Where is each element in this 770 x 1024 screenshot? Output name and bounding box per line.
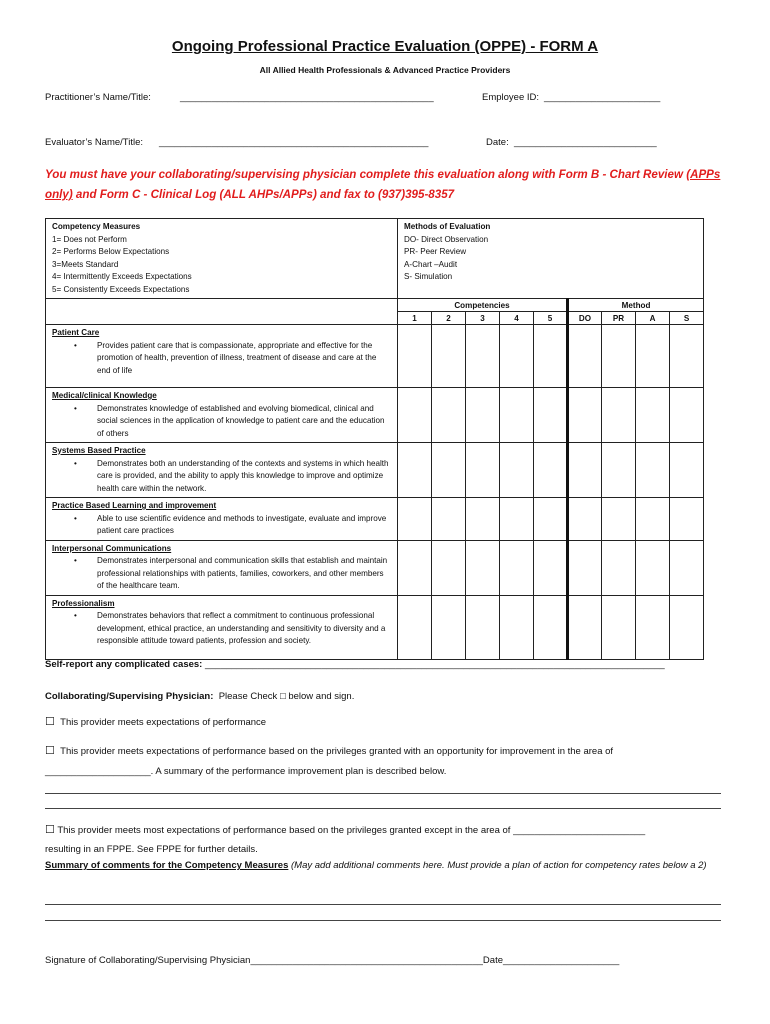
competencies-header: Competencies (398, 299, 568, 312)
rating-cell[interactable] (500, 388, 534, 443)
fax-instructions: You must have your collaborating/supervising physician complete this evaluation along with Form B - Chart Review (APPs only) and Form C - Clinical Log (ALL AHPs/APPs) and fax to (937)395-8357 (45, 168, 721, 201)
section-description: • Demonstrates interpersonal and communication skills that establish and maintain professional relationships with patients, families, coworkers, and other members of the healthcare team. (52, 555, 391, 593)
rating-cell[interactable] (466, 325, 500, 388)
signature-label: Signature of Collaborating/Supervising Physician (45, 955, 251, 966)
method-cell[interactable] (602, 498, 636, 541)
measure-item: 1= Does not Perform (52, 234, 127, 244)
form-subtitle: All Allied Health Professionals & Advanced Practice Providers (259, 65, 511, 75)
self-report-label: Self-report any complicated cases: (45, 659, 203, 670)
section-description: • Demonstrates behaviors that reflect a commitment to continuous professional development, ethical practice, an understanding and sensitivity to diversity and a responsible attitude toward patients, profession and society. (52, 610, 391, 648)
method-cell[interactable] (670, 498, 704, 541)
method-cell[interactable] (568, 540, 602, 595)
rating-cell[interactable] (398, 325, 432, 388)
physician-instruction: Please Check □ below and sign. (218, 691, 355, 702)
measure-item: 2= Performs Below Expectations (52, 247, 170, 256)
col-header-3: 3 (466, 312, 500, 325)
employee-id-label: Employee ID: (482, 92, 540, 103)
table-row (46, 443, 704, 498)
method-cell[interactable] (636, 325, 670, 388)
rating-cell[interactable] (398, 540, 432, 595)
table-row (46, 540, 704, 595)
col-header-2: 2 (432, 312, 466, 325)
col-header-do: DO (568, 312, 602, 325)
check-option-3 (45, 823, 645, 836)
section-description: • Able to use scientific evidence and methods to investigate, evaluate and improve patient care practices (52, 513, 391, 538)
section-title: Patient Care (52, 328, 100, 337)
method-cell[interactable] (602, 540, 636, 595)
method-cell[interactable] (602, 388, 636, 443)
method-cell[interactable] (602, 443, 636, 498)
col-header-5: 5 (534, 312, 568, 325)
section-title: Interpersonal Communications (52, 543, 172, 553)
method-cell[interactable] (636, 443, 670, 498)
table-row (46, 325, 704, 388)
rating-cell[interactable] (500, 443, 534, 498)
checkbox-meets-expectations[interactable]: ☐ (45, 716, 55, 728)
evaluation-grid (45, 218, 704, 660)
col-header-1: 1 (398, 312, 432, 325)
method-cell[interactable] (568, 443, 602, 498)
section-title: Medical/clinical Knowledge (52, 391, 157, 400)
competency-measures-heading: Competency Measures (52, 222, 141, 231)
summary-label: Summary of comments for the Competency Measures (45, 860, 289, 871)
rating-cell[interactable] (466, 498, 500, 541)
col-header-a: A (636, 312, 670, 325)
option-1-label: This provider meets expectations of performance (60, 717, 267, 728)
checkbox-improvement-opportunity[interactable]: ☐ (45, 745, 55, 757)
form-title: Ongoing Professional Practice Evaluation (OPPE) - FORM A (171, 38, 599, 55)
rating-cell[interactable] (466, 443, 500, 498)
rating-cell[interactable] (432, 325, 466, 388)
method-item: DO- Direct Observation (404, 234, 489, 244)
option-2-continuation-text: . A summary of the performance improvement plan is described below. (150, 766, 447, 777)
competency-measures-legend (46, 219, 398, 299)
rating-cell[interactable] (534, 595, 568, 659)
rating-cell[interactable] (466, 540, 500, 595)
rating-cell[interactable] (432, 595, 466, 659)
signature-date-label: Date (482, 955, 503, 966)
method-item: S- Simulation (404, 272, 453, 281)
rating-cell[interactable] (398, 443, 432, 498)
rating-cell[interactable] (534, 388, 568, 443)
check-option-2 (45, 744, 613, 757)
rating-cell[interactable] (500, 325, 534, 388)
plan-line[interactable] (45, 808, 721, 809)
rating-cell[interactable] (398, 595, 432, 659)
measure-item: 5= Consistently Exceeds Expectations (52, 284, 190, 294)
option-2-continuation (45, 766, 446, 777)
method-cell[interactable] (636, 388, 670, 443)
measure-item: 4= Intermittently Exceeds Expectations (52, 272, 192, 281)
rating-cell[interactable] (432, 443, 466, 498)
date-label: Date: (486, 137, 509, 148)
section-title: Professionalism (52, 598, 115, 608)
method-cell[interactable] (602, 325, 636, 388)
section-description: • Provides patient care that is compassionate, appropriate and effective for the promotion of health, prevention of illness, treatment of disease and care at the end of life (52, 340, 391, 378)
method-cell[interactable] (602, 595, 636, 659)
evaluator-field[interactable]: ___________________________________________________ (159, 137, 429, 148)
signature-row (45, 955, 619, 966)
improvement-area-field[interactable]: ____________________ (45, 766, 151, 777)
option-3-label: This provider meets most expectations of performance based on the privileges granted except in the area of (57, 825, 511, 836)
method-cell[interactable] (670, 595, 704, 659)
section-title: Practice Based Learning and improvement (52, 501, 217, 510)
physician-label: Collaborating/Supervising Physician: (45, 691, 214, 702)
rating-cell[interactable] (534, 498, 568, 541)
option-3-continuation: resulting in an FPPE. See FPPE for further details. (45, 844, 258, 855)
method-header: Method (568, 299, 704, 312)
self-report-line (45, 659, 665, 670)
method-cell[interactable] (636, 498, 670, 541)
method-cell[interactable] (568, 388, 602, 443)
rating-cell[interactable] (500, 540, 534, 595)
method-cell[interactable] (670, 443, 704, 498)
check-option-1 (45, 715, 266, 728)
rating-cell[interactable] (432, 540, 466, 595)
practitioner-field[interactable]: ________________________________________________ (180, 92, 434, 103)
physician-line (45, 691, 354, 702)
self-report-field[interactable]: _______________________________________________________________________________________ (204, 659, 665, 670)
comment-line[interactable] (45, 920, 721, 921)
method-cell[interactable] (568, 325, 602, 388)
fppe-area-field[interactable]: _________________________ (513, 825, 646, 836)
section-description: • Demonstrates both an understanding of the contexts and systems in which health care is provided, and the ability to apply this knowledge to improve and optimize health care within the network. (52, 458, 391, 496)
section-title: Systems Based Practice (52, 446, 146, 455)
methods-legend (398, 219, 704, 299)
option-2-label: This provider meets expectations of performance based on the privileges granted with an opportunity for improvement in the area of (60, 746, 614, 757)
col-header-s: S (670, 312, 704, 325)
summary-note: (May add additional comments here. Must provide a plan of action for competency rates below a 2) (288, 860, 707, 871)
method-cell[interactable] (670, 325, 704, 388)
summary-heading (45, 860, 721, 872)
rating-cell[interactable] (398, 498, 432, 541)
section-description: • Demonstrates knowledge of established and evolving biomedical, clinical and social sciences in the application of knowledge to patient care and the education of others (52, 403, 391, 441)
plan-line[interactable] (45, 793, 721, 794)
rating-cell[interactable] (500, 595, 534, 659)
rating-cell[interactable] (398, 388, 432, 443)
rating-cell[interactable] (432, 388, 466, 443)
method-cell[interactable] (670, 540, 704, 595)
comment-line[interactable] (45, 904, 721, 905)
grid-corner (46, 299, 398, 325)
rating-cell[interactable] (534, 540, 568, 595)
evaluator-label: Evaluator’s Name/Title: (45, 137, 144, 148)
table-row (46, 388, 704, 443)
employee-id-field[interactable]: ______________________ (544, 92, 661, 103)
checkbox-fppe[interactable]: ☐ (45, 824, 55, 836)
rating-cell[interactable] (534, 325, 568, 388)
method-item: A-Chart –Audit (404, 259, 458, 269)
method-cell[interactable] (636, 595, 670, 659)
date-field[interactable]: ___________________________ (514, 137, 657, 148)
rating-cell[interactable] (432, 498, 466, 541)
col-header-pr: PR (602, 312, 636, 325)
method-cell[interactable] (568, 498, 602, 541)
method-cell[interactable] (636, 540, 670, 595)
method-cell[interactable] (568, 595, 602, 659)
method-item: PR- Peer Review (404, 247, 467, 256)
table-row (46, 595, 704, 659)
practitioner-label: Practitioner’s Name/Title: (45, 92, 151, 103)
rating-cell[interactable] (466, 388, 500, 443)
rating-cell[interactable] (500, 498, 534, 541)
col-header-4: 4 (500, 312, 534, 325)
signature-field[interactable]: ____________________________________________ (250, 955, 483, 966)
method-cell[interactable] (670, 388, 704, 443)
rating-cell[interactable] (534, 443, 568, 498)
signature-date-field[interactable]: ______________________ (503, 955, 620, 966)
methods-heading: Methods of Evaluation (404, 222, 491, 231)
table-row (46, 498, 704, 541)
measure-item: 3=Meets Standard (52, 259, 119, 269)
rating-cell[interactable] (466, 595, 500, 659)
